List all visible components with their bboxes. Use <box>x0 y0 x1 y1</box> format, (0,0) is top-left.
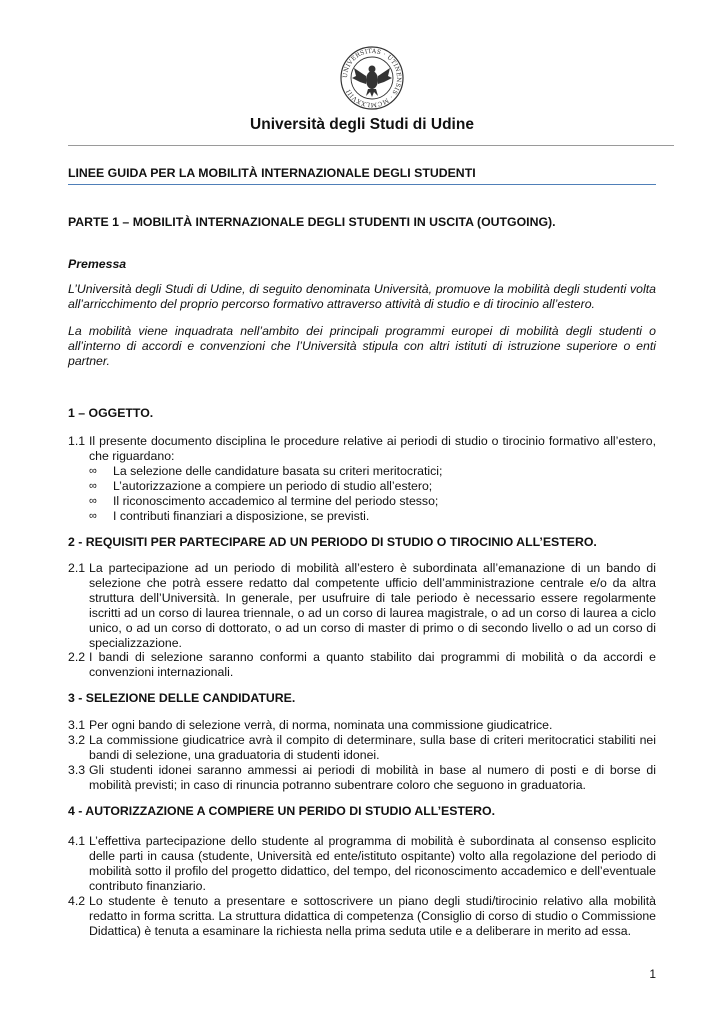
page-number: 1 <box>649 967 656 981</box>
premessa-paragraph-2: La mobilità viene inquadrata nell’ambito dei principali programmi europei di mobilità degli studenti o all’interno di accordi e convenzioni che l’Università stipula con altri istituti di istruzione superiore o enti partner. <box>68 324 656 368</box>
paragraph-1-1 <box>68 434 656 464</box>
paragraph-text: Gli studenti idonei saranno ammessi ai periodi di mobilità in base al numero di posti e di borse di mobilità previsti; in caso di rinuncia potranno subentrare coloro che seguono in graduatoria. <box>89 763 656 792</box>
paragraph-3-3 <box>68 763 656 793</box>
infinity-bullet-icon: ∞ <box>89 495 97 507</box>
list-item-text: La selezione delle candidature basata su criteri meritocratici; <box>113 464 443 478</box>
paragraph-text: Il presente documento disciplina le procedure relative ai periodi di studio o tirocinio formativo all’estero, che riguardano: <box>89 434 656 463</box>
list-item-text: Il riconoscimento accademico al termine del periodo stesso; <box>113 494 439 508</box>
list-item <box>89 509 649 524</box>
paragraph-2-1 <box>68 561 656 651</box>
paragraph-3-1 <box>68 718 656 733</box>
paragraph-number: 3.2 <box>68 733 86 747</box>
paragraph-text: Lo studente è tenuto a presentare e sottoscrivere un piano degli studi/tirocinio relativo alla mobilità redatto in forma scritta. La struttura didattica di competenza (Consiglio di corso di studio o Commissione Didattica) è tenuta a esaminare la richiesta nella prima seduta utile e a deliberare in merito ad essa. <box>89 894 656 938</box>
list-item <box>89 479 649 494</box>
university-seal-icon <box>340 46 404 110</box>
university-name: Università degli Studi di Udine <box>250 116 474 133</box>
svg-text:UNIVERSITAS · UTINENSIS · MCML: UNIVERSITAS · UTINENSIS · MCMLXXVIII <box>341 47 403 109</box>
part-1-title: PARTE 1 – MOBILITÀ INTERNAZIONALE DEGLI STUDENTI IN USCITA (OUTGOING). <box>68 215 556 229</box>
list-item <box>89 464 649 479</box>
document-title: LINEE GUIDA PER LA MOBILITÀ INTERNAZIONALE DEGLI STUDENTI <box>68 166 476 180</box>
paragraph-text: Per ogni bando di selezione verrà, di norma, nominata una commissione giudicatrice. <box>89 718 553 732</box>
infinity-bullet-icon: ∞ <box>89 465 97 477</box>
paragraph-3-2 <box>68 733 656 763</box>
section-4-heading: 4 - AUTORIZZAZIONE A COMPIERE UN PERIDO DI STUDIO ALL’ESTERO. <box>68 804 495 818</box>
paragraph-number: 3.3 <box>68 763 86 777</box>
paragraph-2-2 <box>68 650 656 680</box>
title-underline <box>68 184 656 185</box>
section-2-heading: 2 - REQUISITI PER PARTECIPARE AD UN PERIODO DI STUDIO O TIROCINIO ALL’ESTERO. <box>68 535 597 549</box>
paragraph-number: 3.1 <box>68 718 86 732</box>
list-item-text: I contributi finanziari a disposizione, se previsti. <box>113 509 370 523</box>
section-3-heading: 3 - SELEZIONE DELLE CANDIDATURE. <box>68 691 296 705</box>
list-item <box>89 494 649 509</box>
paragraph-text: I bandi di selezione saranno conformi a quanto stabilito dai programmi di mobilità o da accordi e convenzioni internazionali. <box>89 650 656 679</box>
section-1-heading: 1 – OGGETTO. <box>68 406 154 420</box>
infinity-bullet-icon: ∞ <box>89 510 97 522</box>
paragraph-4-2 <box>68 894 656 939</box>
list-item-text: L’autorizzazione a compiere un periodo di studio all’estero; <box>113 479 433 493</box>
infinity-bullet-icon: ∞ <box>89 480 97 492</box>
paragraph-number: 2.2 <box>68 650 86 664</box>
paragraph-number: 4.2 <box>68 894 86 908</box>
paragraph-number: 2.1 <box>68 561 86 575</box>
paragraph-4-1 <box>68 834 656 894</box>
paragraph-text: La partecipazione ad un periodo di mobilità all’estero è subordinata all’emanazione di un bando di selezione che potrà essere redatto dal competente ufficio dell’amministrazione centrale e/o da altra struttura dell’Università. In generale, per usufruire di tale periodo è necessario essere regolarmente iscritti ad un corso di laurea triennale, o ad un corso di laurea magistrale, o ad un corso di laurea a ciclo unico, o ad un corso di dottorato, o ad un corso di master di primo o di secondo livello o ad un corso di specializzazione. <box>89 561 656 650</box>
paragraph-text: L’effettiva partecipazione dello studente al programma di mobilità è subordinata al consenso esplicito delle parti in causa (studente, Università ed ente/istituto ospitante) volto alla regolazione del periodo di mobilità sotto il profilo del progetto didattico, del tempo, del riconoscimento accademico e dell’eventuale contributo finanziario. <box>89 834 656 893</box>
paragraph-number: 4.1 <box>68 834 86 848</box>
paragraph-number: 1.1 <box>68 434 86 448</box>
premessa-heading: Premessa <box>68 257 127 271</box>
premessa-paragraph-1: L’Università degli Studi di Udine, di seguito denominata Università, promuove la mobilità degli studenti volta all’arricchimento del proprio percorso formativo attraverso attività di studio e di tirocinio all’estero. <box>68 282 656 311</box>
paragraph-text: La commissione giudicatrice avrà il compito di determinare, sulla base di criteri meritocratici stabiliti nei bandi di selezione, una graduatoria di studenti idonei. <box>89 733 656 762</box>
title-divider <box>68 145 674 146</box>
